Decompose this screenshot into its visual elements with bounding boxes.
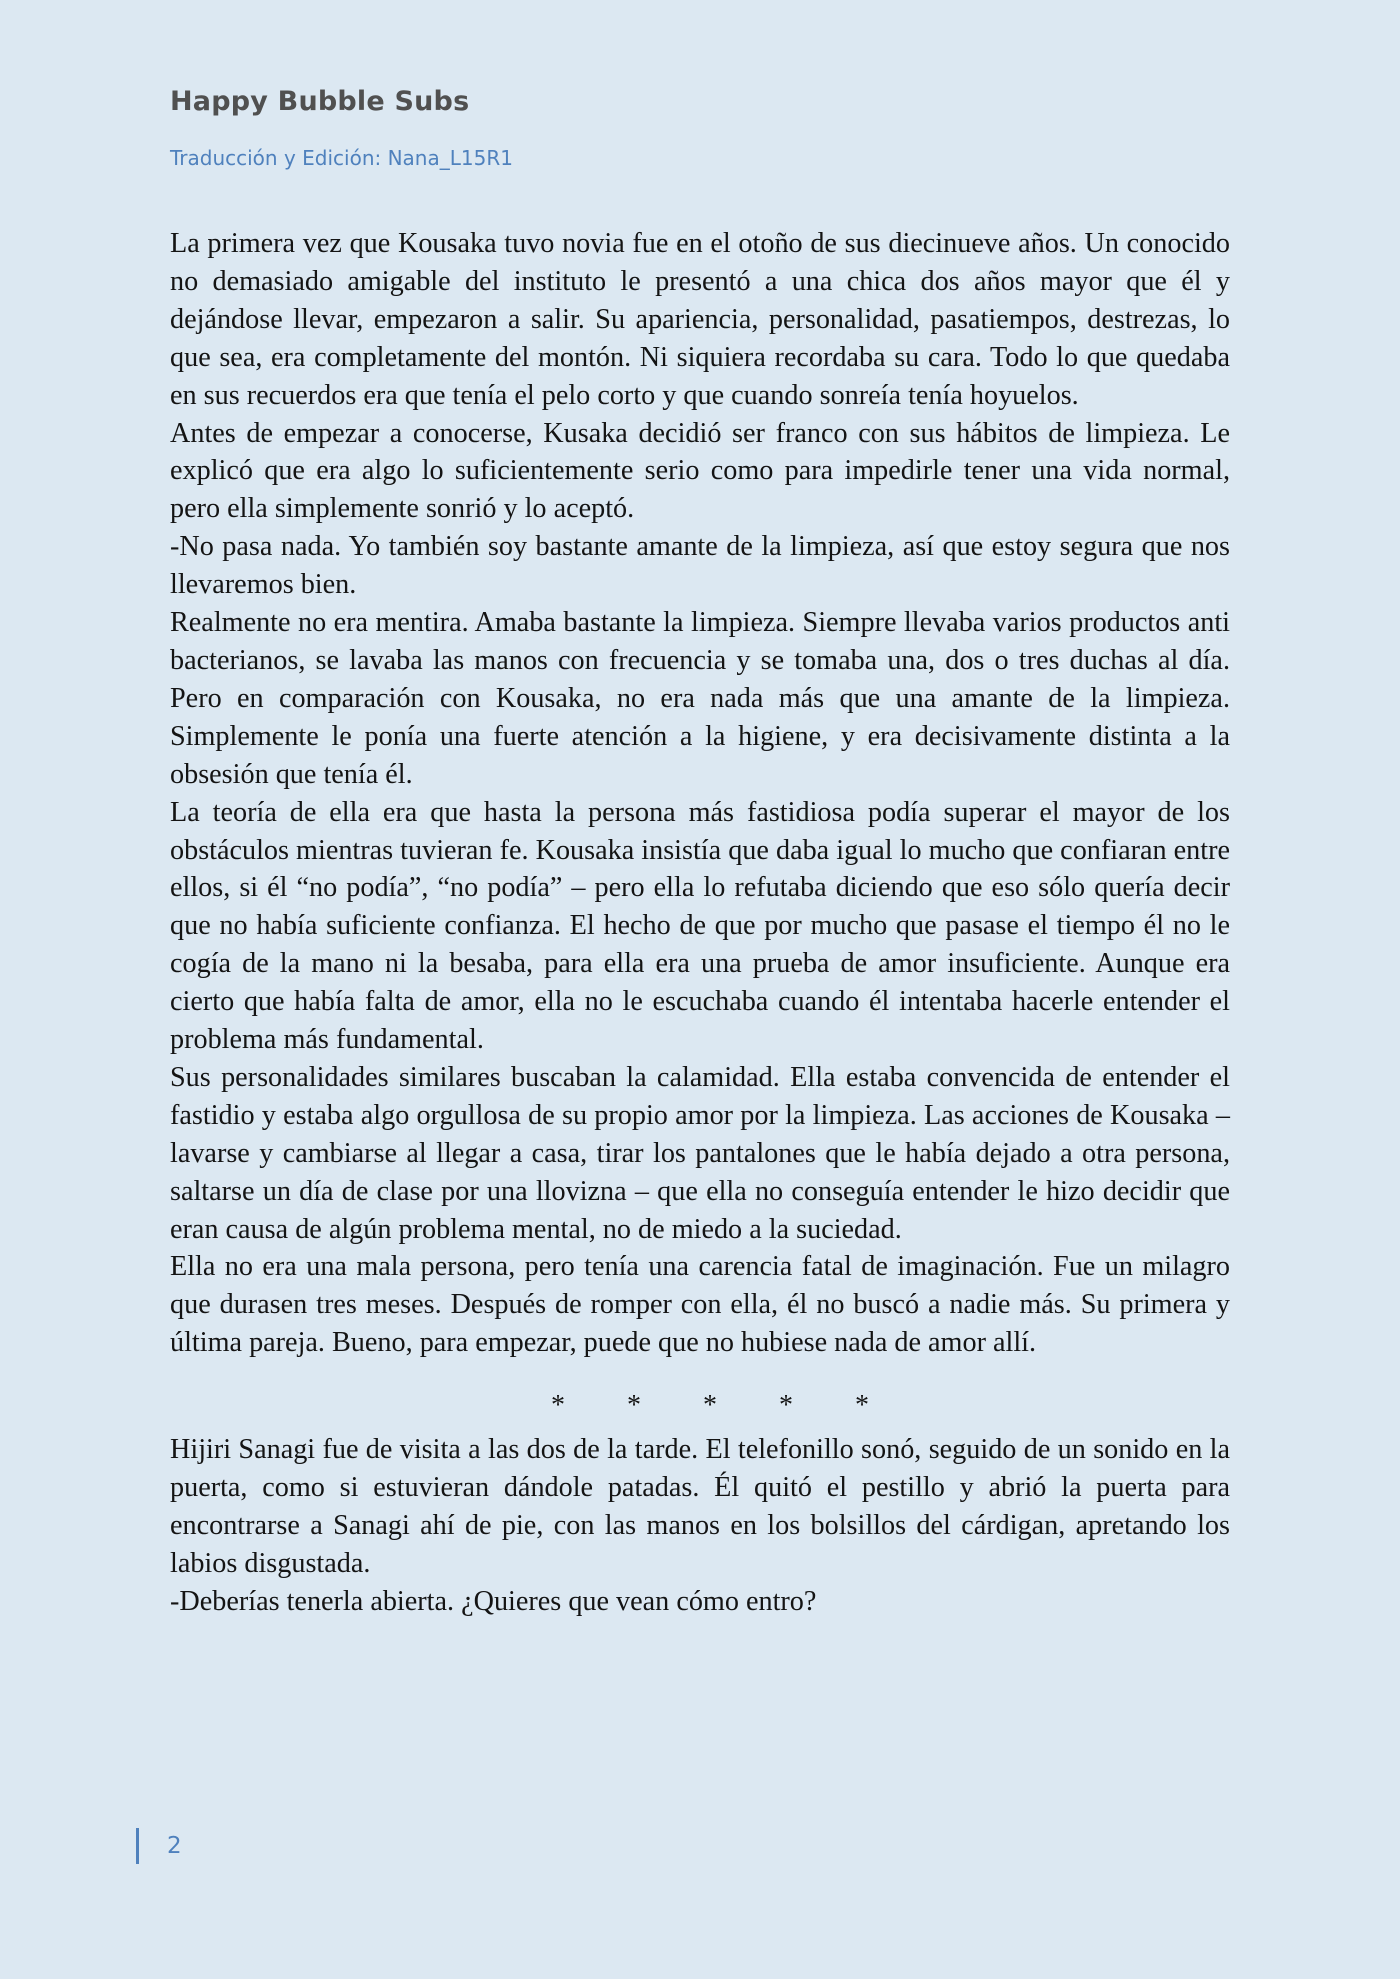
body-text <box>170 225 1230 1621</box>
paragraph: -No pasa nada. Yo también soy bastante amante de la limpieza, así que estoy segura que nos llevaremos bien. <box>170 531 1230 601</box>
page-number: 2 <box>167 1833 182 1859</box>
scene-separator <box>170 1387 1230 1425</box>
header-title: Happy Bubble Subs <box>170 86 470 117</box>
header-subtitle: Traducción y Edición: Nana_L15R1 <box>170 146 513 170</box>
separator-asterisk: * <box>551 1390 565 1422</box>
separator-asterisk: * <box>855 1390 869 1422</box>
paragraph: La teoría de ella era que hasta la persona más fastidiosa podía superar el mayor de los obstáculos mientras tuvieran fe. Kousaka insistía que daba igual lo mucho que confiaran entre ellos, si él “no podía”, “no podía” – pero ella lo refutaba diciendo que eso sólo quería decir que no había suficiente confianza. El hecho de que por mucho que pasase el tiempo él no le cogía de la mano ni la besaba, para ella era una prueba de amor insuficiente. Aunque era cierto que había falta de amor, ella no le escuchaba cuando él intentaba hacerle entender el problema más fundamental. <box>170 796 1230 1056</box>
paragraph: Ella no era una mala persona, pero tenía una carencia fatal de imaginación. Fue un milagro que durasen tres meses. Después de romper con ella, él no buscó a nadie más. Su primera y última pareja. Bueno, para empezar, puede que no hubiese nada de amor allí. <box>170 1251 1230 1359</box>
paragraph: Hijiri Sanagi fue de visita a las dos de la tarde. El telefonillo sonó, seguido de un sonido en la puerta, como si estuvieran dándole patadas. Él quitó el pestillo y abrió la puerta para encontrarse a Sanagi ahí de pie, con las manos en los bolsillos del cárdigan, apretando los labios disgustada. <box>170 1434 1230 1579</box>
separator-asterisk: * <box>703 1390 717 1422</box>
separator-asterisk: * <box>627 1390 641 1422</box>
footer-bar <box>136 1828 139 1864</box>
paragraph: Antes de empezar a conocerse, Kusaka decidió ser franco con sus hábitos de limpieza. Le explicó que era algo lo suficientemente serio como para impedirle tener una vida normal, pero ella simplemente sonrió y lo aceptó. <box>170 417 1230 525</box>
page-footer <box>136 1828 182 1864</box>
paragraph: La primera vez que Kousaka tuvo novia fue en el otoño de sus diecinueve años. Un conocido no demasiado amigable del instituto le presentó a una chica dos años mayor que él y dejándose llevar, empezaron a salir. Su apariencia, personalidad, pasatiempos, destrezas, lo que sea, era completamente del montón. Ni siquiera recordaba su cara. Todo lo que quedaba en sus recuerdos era que tenía el pelo corto y que cuando sonreía tenía hoyuelos. <box>170 228 1230 411</box>
separator-asterisk: * <box>779 1390 793 1422</box>
paragraph: Realmente no era mentira. Amaba bastante la limpieza. Siempre llevaba varios productos anti bacterianos, se lavaba las manos con frecuencia y se tomaba una, dos o tres duchas al día. Pero en comparación con Kousaka, no era nada más que una amante de la limpieza. Simplemente le ponía una fuerte atención a la higiene, y era decisivamente distinta a la obsesión que tenía él. <box>170 607 1230 790</box>
paragraph: -Deberías tenerla abierta. ¿Quieres que vean cómo entro? <box>170 1585 817 1617</box>
paragraph: Sus personalidades similares buscaban la calamidad. Ella estaba convencida de entender el fastidio y estaba algo orgullosa de su propio amor por la limpieza. Las acciones de Kousaka – lavarse y cambiarse al llegar a casa, tirar los pantalones que le había dejado a otra persona, saltarse un día de clase por una llovizna – que ella no conseguía entender le hizo decidir que eran causa de algún problema mental, no de miedo a la suciedad. <box>170 1061 1230 1245</box>
